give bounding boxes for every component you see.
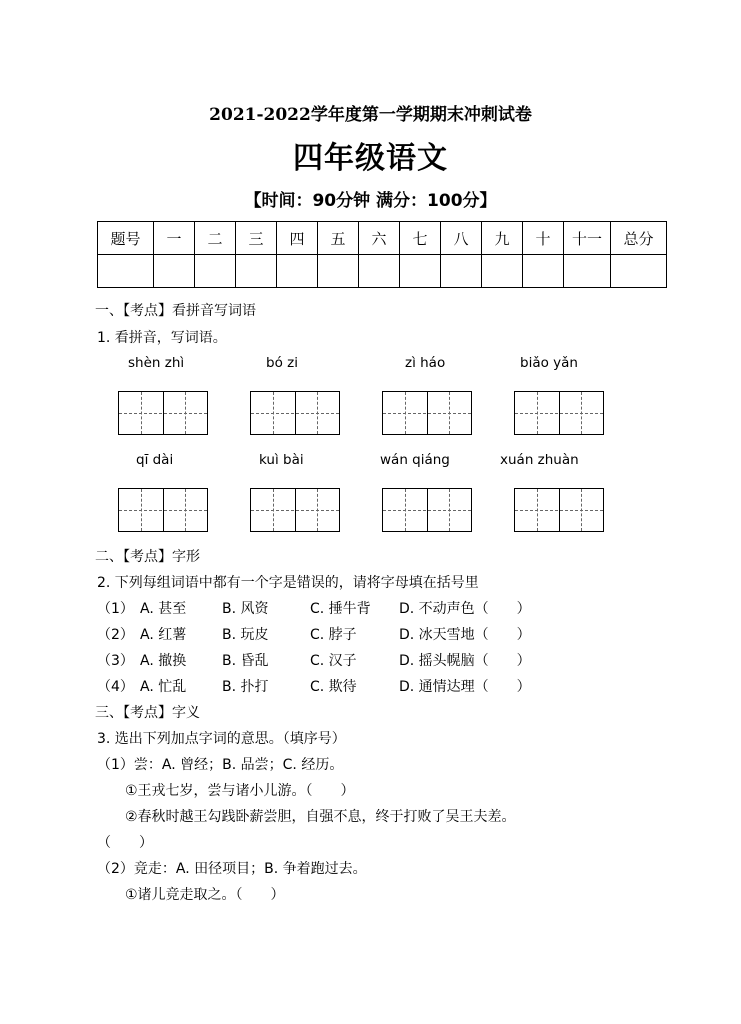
sub-item-1-b: ②春秋时越王勾践卧薪尝胆，自强不息，终于打败了吴王夫差。 [125,809,516,825]
score-cell[interactable] [400,255,441,288]
pinyin-label: shèn zhì [128,355,185,371]
option-b: B. 风资 [222,601,269,617]
score-header-cell: 三 [236,222,277,255]
subject-title: 四年级语文 [293,141,448,176]
writing-grid[interactable] [382,391,472,435]
pinyin-label: qī dài [136,452,174,468]
option-b: B. 扑打 [222,679,269,695]
option-number: （4） [97,679,134,695]
option-number: （3） [97,653,134,669]
writing-grid[interactable] [118,488,208,532]
score-header-cell: 总分 [611,222,667,255]
score-header-cell: 六 [359,222,400,255]
option-a: A. 忙乱 [140,679,187,695]
score-table-header-row [98,222,667,255]
option-a: A. 甚至 [140,601,187,617]
section-2-heading: 二、【考点】字形 [95,549,200,565]
option-c: C. 脖子 [310,627,357,643]
pinyin-label: kuì bài [259,452,304,468]
score-cell[interactable] [154,255,195,288]
score-header-cell: 五 [318,222,359,255]
option-a: A. 撤换 [140,653,187,669]
question-1: 1. 看拼音，写词语。 [97,330,227,346]
writing-grid[interactable] [382,488,472,532]
option-c: C. 捶牛背 [310,601,371,617]
pinyin-label: zì háo [405,355,446,371]
score-header-cell: 九 [482,222,523,255]
section-1-heading: 一、【考点】看拼音写词语 [95,303,256,319]
option-c: C. 欺待 [310,679,357,695]
pinyin-label: biǎo yǎn [520,355,578,371]
exam-title: 2021-2022学年度第一学期期末冲刺试卷 [209,105,532,125]
option-d: D. 不动声色（ ） [399,601,531,617]
sub-item-1-a: ①王戎七岁，尝与诸小儿游。（ ） [125,783,355,799]
option-d: D. 冰天雪地（ ） [399,627,531,643]
option-d: D. 通情达理（ ） [399,679,531,695]
writing-grid[interactable] [250,391,340,435]
score-header-cell: 四 [277,222,318,255]
sub-item-2-a: ①诸儿竞走取之。（ ） [125,887,285,903]
score-header-cell: 十一 [564,222,611,255]
question-2: 2. 下列每组词语中都有一个字是错误的，请将字母填在括号里 [97,575,479,591]
score-cell[interactable] [564,255,611,288]
score-header-cell: 一 [154,222,195,255]
score-table [97,221,667,288]
writing-grid[interactable] [514,391,604,435]
section-3-heading: 三、【考点】字义 [95,705,200,721]
option-c: C. 汉子 [310,653,357,669]
score-cell[interactable] [195,255,236,288]
score-cell[interactable] [523,255,564,288]
score-cell[interactable] [277,255,318,288]
score-cell[interactable] [236,255,277,288]
pinyin-label: xuán zhuàn [500,452,579,468]
writing-grid[interactable] [250,488,340,532]
option-b: B. 昏乱 [222,653,269,669]
score-cell[interactable] [482,255,523,288]
score-table-blank-row [98,255,667,288]
score-header-cell: 题号 [98,222,154,255]
writing-grid[interactable] [514,488,604,532]
exam-info: 【时间：90分钟 满分：100分】 [244,191,497,211]
option-number: （1） [97,601,134,617]
score-header-cell: 二 [195,222,236,255]
score-cell[interactable] [318,255,359,288]
writing-grid[interactable] [118,391,208,435]
option-d: D. 摇头幌脑（ ） [399,653,531,669]
score-header-cell: 七 [400,222,441,255]
answer-blank[interactable]: （ ） [97,835,153,851]
option-b: B. 玩皮 [222,627,269,643]
score-cell[interactable] [611,255,667,288]
pinyin-label: bó zi [266,355,298,371]
sub-item-2: （2）竞走：A. 田径项目；B. 争着跑过去。 [97,861,367,877]
score-header-cell: 十 [523,222,564,255]
score-cell[interactable] [359,255,400,288]
question-3: 3. 选出下列加点字词的意思。（填序号） [97,731,346,747]
score-cell[interactable] [441,255,482,288]
score-cell[interactable] [98,255,154,288]
sub-item-1: （1）尝：A. 曾经；B. 品尝；C. 经历。 [97,757,344,773]
score-header-cell: 八 [441,222,482,255]
pinyin-label: wán qiáng [380,452,450,468]
option-number: （2） [97,627,134,643]
option-a: A. 红薯 [140,627,187,643]
